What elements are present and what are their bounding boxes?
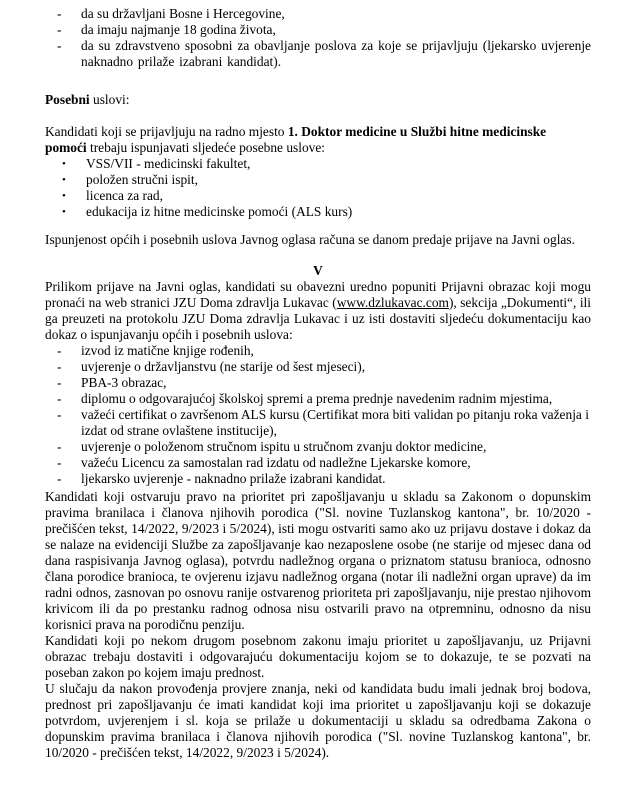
dash-icon: - [57, 439, 62, 454]
dash-icon: - [57, 38, 62, 53]
bullet-icon: • [62, 206, 66, 218]
list-item: • licenca za rad, [62, 188, 163, 203]
dash-icon: - [57, 391, 62, 406]
list-item: - važeću Licencu za samostalan rad izdatu od nadležne Ljekarske komore, [57, 455, 471, 470]
section-v-heading: V [313, 263, 323, 278]
section-v-intro: Prilikom prijave na Javni oglas, kandidati su obavezni uredno popuniti Prijavni obrazac koji mogu pronaći na web stranici JZU Doma zdravlja Lukavac (www.dzlukavac.com), sekcija „Dokumenti“, ili ga preuzeti na protokolu JZU Doma zdravlja Lukavac i uz isti dostaviti sljedeću dokumentaciju kao dokaz o ispunjavanju općih i posebnih uslova: [45, 279, 591, 342]
list-item: - uvjerenje o državljanstvu (ne starije od šest mjeseci), [57, 359, 366, 374]
special-conditions-list [62, 156, 582, 220]
bullet-icon: • [62, 174, 66, 186]
list-item: - da su državljani Bosne i Hercegovine, [57, 6, 285, 21]
other-law-paragraph: Kandidati koji po nekom drugom posebnom zakonu imaju prioritet u zapošljavanju, uz Prijavni obrazac trebaju dostaviti i odgovarajuću dokumentaciju kojom se to dokazuje, te se pozvati na poseban zakon po kojem imaju prednost. [45, 633, 591, 680]
list-item: • VSS/VII - medicinski fakultet, [62, 156, 251, 171]
dash-icon: - [57, 6, 62, 21]
job-position-title: 1. Doktor medicine u Službi hitne medicinske pomoći [45, 124, 547, 155]
bullet-icon: • [62, 190, 66, 202]
list-item: - da su zdravstveno sposobni za obavljanje poslova za koje se prijavljuju (ljekarsko uvjerenje naknadno prilaže izabrani kandidat). [57, 38, 591, 69]
fulfillment-note: Ispunjenost općih i posebnih uslova Javnog oglasa računa se danom predaje prijave na Javni oglas. [45, 232, 575, 247]
priority-paragraph: Kandidati koji ostvaruju pravo na prioritet pri zapošljavanju u skladu sa Zakonom o dopunskim pravima branilaca i članova njihovih porodica ("Sl. novine Tuzlanskog kantona", br. 10/2020 - prečišćen tekst, 14/2022, 9/2023 i 5/2024), isti mogu ostvariti samo ako uz prijavu dostave i dokaz da se nalaze na evidenciji Službe za zapošljavanje kao nezaposlene osobe (ne starije od mjesec dana od dana raspisivanja Javnog oglasa), potvrdu nadležnog organa o priznatom statusu branioca, odnosno člana porodice branioca, te ovjerenu izjavu nadležnog organa (notar ili nadležni organ uprave) da im radni odnos, zasnovan po osnovu ranije ostvarenog prioriteta pri zapošljavanju, nije prestao njihovom krivicom ili da po prestanku radnog odnosa nisu ostvarili pravo na otpremninu, odnosno da nisu korisnici prava na porodičnu penziju. [45, 489, 591, 632]
list-item: - izvod iz matične knjige rođenih, [57, 343, 254, 358]
list-item: • edukacija iz hitne medicinske pomoći (ALS kurs) [62, 204, 353, 219]
special-conditions-intro: Kandidati koji se prijavljuju na radno mjesto 1. Doktor medicine u Službi hitne medicinske pomoći trebaju ispunjavati sljedeće posebne uslove: [45, 124, 547, 155]
dash-icon: - [57, 359, 62, 374]
list-item: - važeći certifikat o završenom ALS kursu (Certifikat mora biti validan po pitanju roka važenja i izdat od strane ovlaštene institucije), [57, 407, 589, 438]
list-item: • položen stručni ispit, [62, 172, 198, 187]
general-conditions-list [57, 6, 591, 70]
tie-paragraph: U slučaju da nakon provođenja provjere znanja, neki od kandidata budu imali jednak broj bodova, prednost pri zapošljavanju će imati kandidat koji ima prioritet u zapošljavanju koji se dokazuje potvrdom, uvjerenjem i sl. koja se prilaže u dokumentaciji u skladu sa odredbama Zakona o dopunskim pravima branilaca i članova njihovih porodica ("Sl. novine Tuzlanskog kantona", br. 10/2020 - prečišćen tekst, 14/2022, 9/2023 i 5/2024). [45, 681, 591, 760]
list-item: - ljekarsko uvjerenje - naknadno prilaže izabrani kandidat. [57, 471, 386, 486]
dash-icon: - [57, 375, 62, 390]
dash-icon: - [57, 471, 62, 486]
list-item: - da imaju najmanje 18 godina života, [57, 22, 276, 37]
website-link[interactable]: www.dzlukavac.com [336, 295, 449, 310]
list-item: - uvjerenje o položenom stručnom ispitu u stručnom zvanju doktor medicine, [57, 439, 487, 454]
dash-icon: - [57, 343, 62, 358]
list-item: - diplomu o odgovarajućoj školskoj spremi a prema prednje navedenim radnim mjestima, [57, 391, 553, 406]
dash-icon: - [57, 22, 62, 37]
list-item: - PBA-3 obrazac, [57, 375, 167, 390]
special-conditions-heading: Posebni uslovi: [45, 92, 130, 107]
dash-icon: - [57, 407, 62, 422]
bullet-icon: • [62, 158, 66, 170]
dash-icon: - [57, 455, 62, 470]
required-documents-list [57, 343, 591, 487]
